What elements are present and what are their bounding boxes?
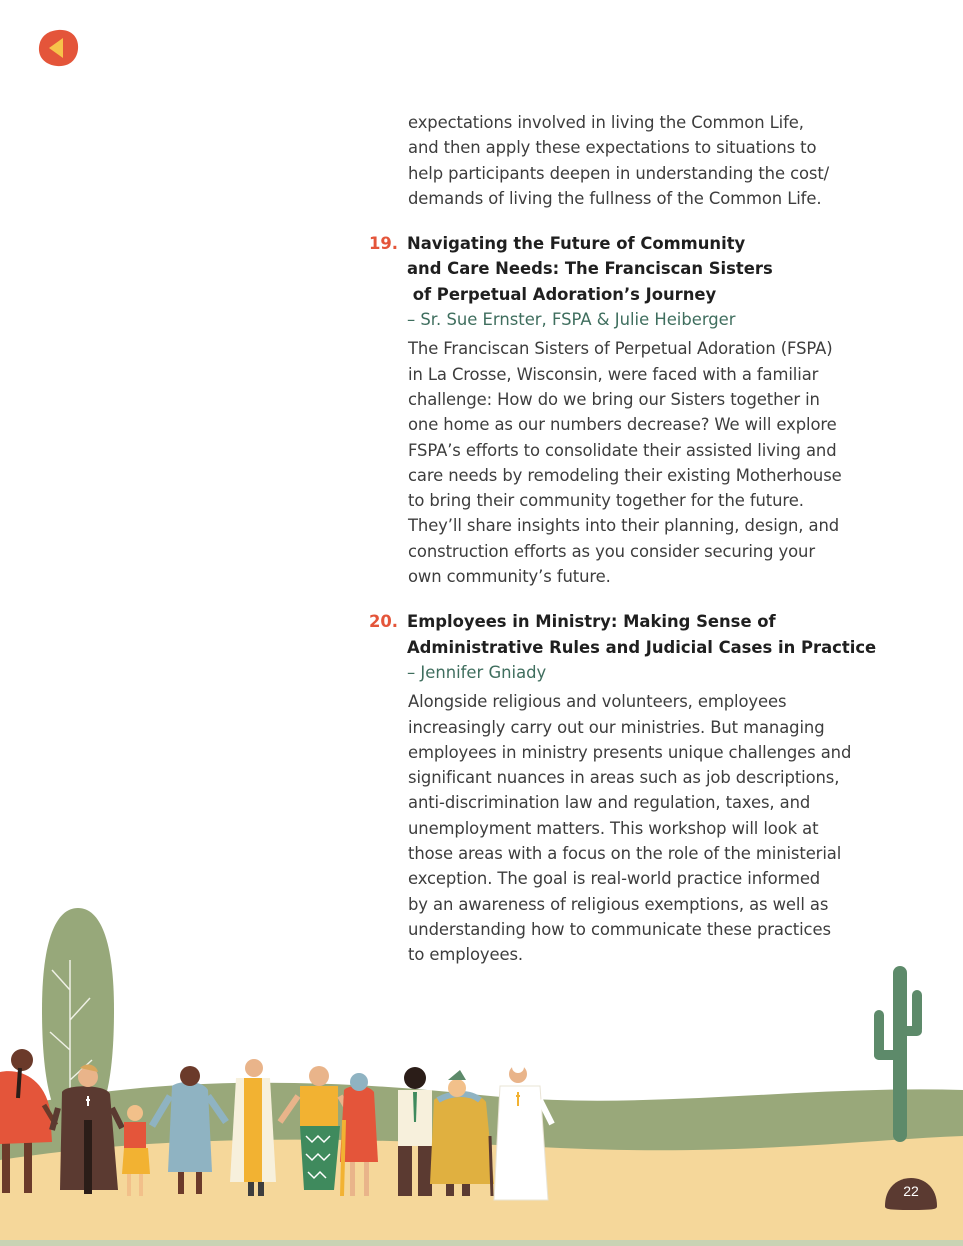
session-author: – Jennifer Gniady — [407, 662, 547, 682]
text-line: to employees. — [408, 945, 524, 965]
text-line: own community’s future. — [408, 567, 611, 587]
person-9 — [430, 1070, 494, 1196]
text-line: challenge: How do we bring our Sisters together in — [408, 389, 820, 409]
back-arrow-icon — [38, 29, 79, 67]
back-arrow-button[interactable] — [38, 29, 79, 67]
title-line: Employees in Ministry: Making Sense of — [407, 612, 776, 632]
session-title — [407, 609, 877, 660]
text-line: to bring their community together for the future. — [408, 491, 804, 511]
page-number-badge — [883, 1176, 939, 1210]
text-line: They’ll share insights into their planning, design, and — [408, 516, 840, 536]
text-line: The Franciscan Sisters of Perpetual Adoration (FSPA) — [408, 339, 833, 359]
text-line: exception. The goal is real-world practice informed — [408, 869, 821, 889]
text-line: expectations involved in living the Common Life, — [408, 113, 804, 132]
text-line: understanding how to communicate these practices — [408, 919, 831, 939]
text-line: demands of living the fullness of the Common Life. — [408, 188, 822, 208]
title-line: of Perpetual Adoration’s Journey — [407, 284, 717, 304]
text-line: increasingly carry out our ministries. But managing — [408, 717, 825, 737]
text-line: employees in ministry presents unique challenges and — [408, 742, 852, 762]
text-line: help participants deepen in understanding the cost/ — [408, 163, 830, 183]
session-description — [408, 336, 859, 589]
session-author: – Sr. Sue Ernster, FSPA & Julie Heiberger — [407, 310, 736, 330]
text-line: construction efforts as you consider securing your — [408, 541, 815, 561]
title-line: Administrative Rules and Judicial Cases in Practice — [407, 637, 877, 657]
people-landscape-illustration — [0, 900, 963, 1246]
text-line: unemployment matters. This workshop will look at — [408, 818, 819, 838]
title-line: and Care Needs: The Franciscan Sisters — [407, 259, 773, 279]
text-line: those areas with a focus on the role of the ministerial — [408, 844, 842, 864]
text-line: in La Crosse, Wisconsin, were faced with a familiar — [408, 364, 819, 384]
text-line: Alongside religious and volunteers, employees — [408, 692, 787, 712]
session-19 — [369, 231, 859, 589]
text-line: anti-discrimination law and regulation, taxes, and — [408, 793, 811, 813]
text-line: FSPA’s efforts to consolidate their assisted living and — [408, 440, 837, 460]
text-line: significant nuances in areas such as job descriptions, — [408, 768, 840, 788]
session-title — [407, 231, 859, 307]
person-5 — [230, 1059, 276, 1196]
community-illustration — [0, 900, 963, 1246]
intro-paragraph — [408, 110, 859, 211]
text-line: by an awareness of religious exemptions, as well as — [408, 894, 829, 914]
text-line: one home as our numbers decrease? We will explore — [408, 415, 837, 435]
person-10 — [494, 1061, 552, 1200]
page-number: 22 — [903, 1183, 919, 1199]
session-number: 19. — [369, 234, 399, 254]
ground-edge — [0, 1240, 963, 1246]
session-number: 20. — [369, 612, 399, 632]
text-line: and then apply these expectations to situations to — [408, 138, 817, 158]
text-line: care needs by remodeling their existing Motherhouse — [408, 465, 842, 485]
title-line: Navigating the Future of Community — [407, 234, 746, 254]
main-content — [369, 110, 877, 968]
